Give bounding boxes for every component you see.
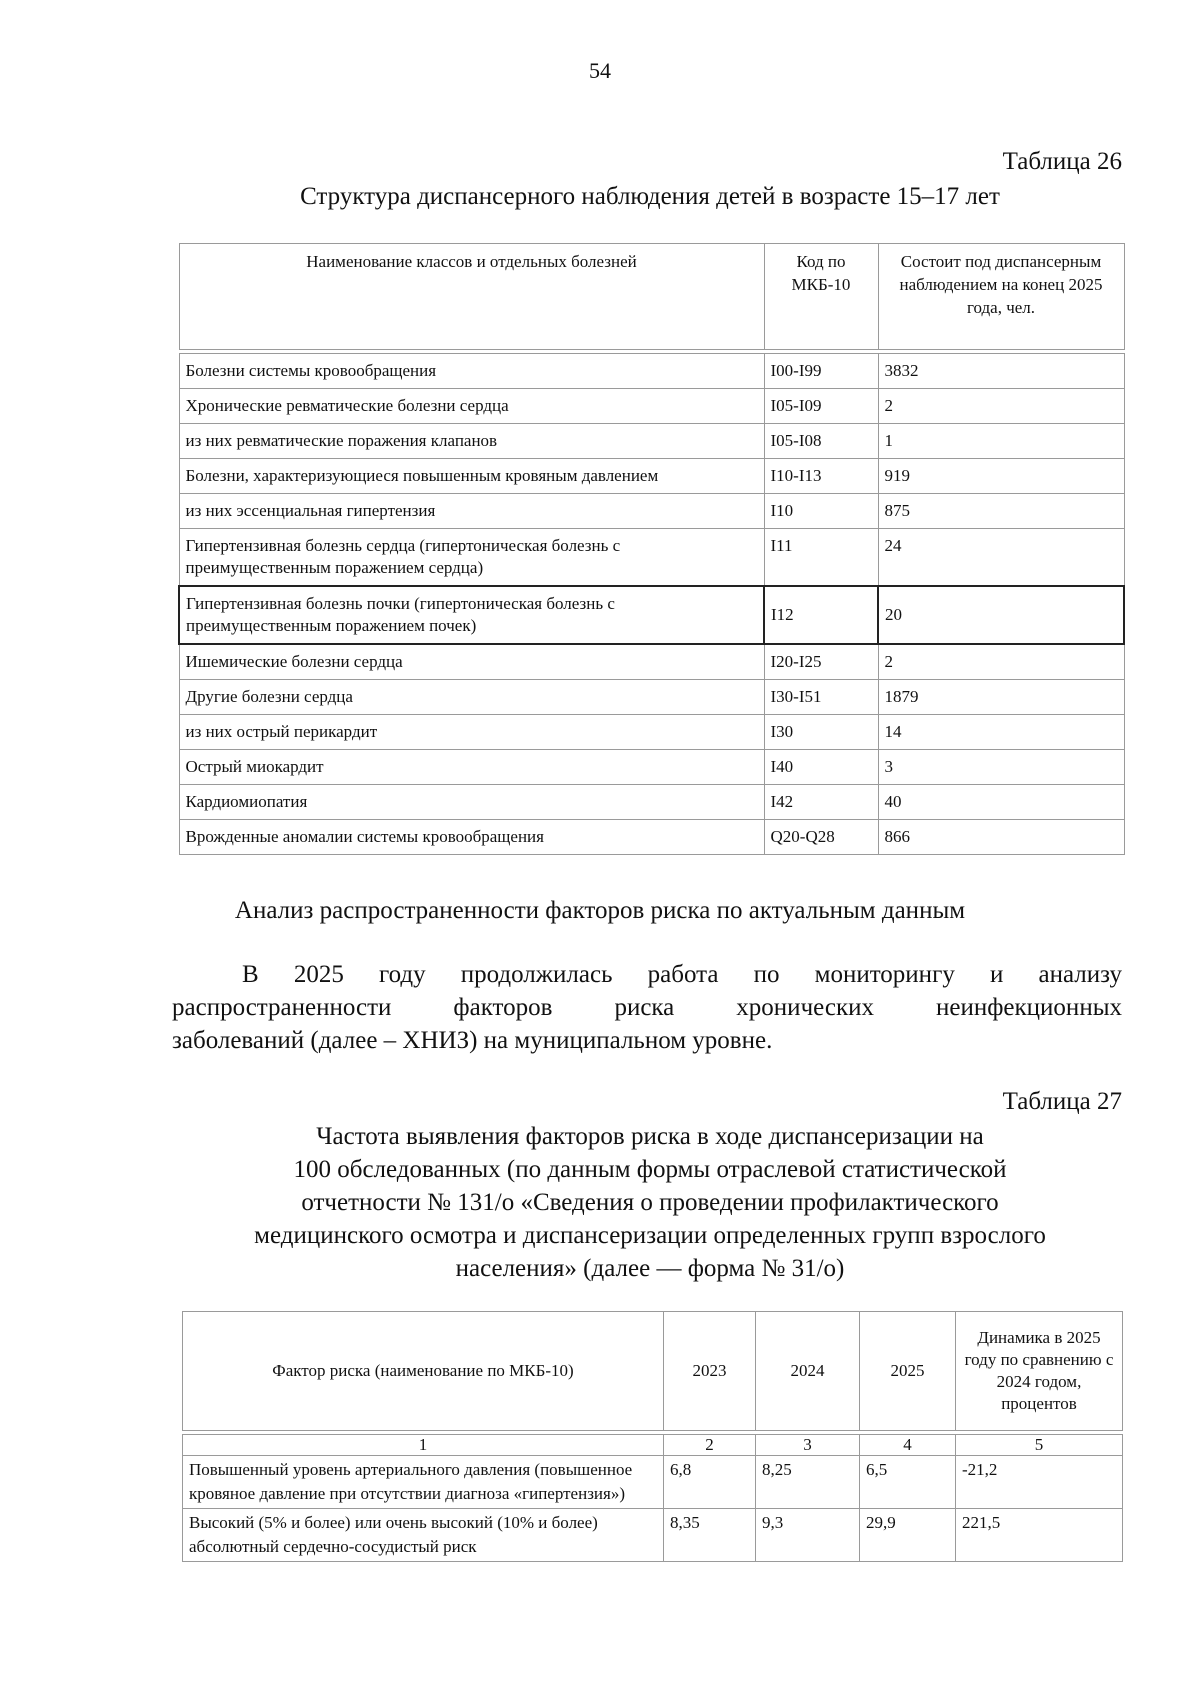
header-code: Код по МКБ-10 [764,244,878,350]
table-27-title-line: Частота выявления факторов риска в ходе диспансеризации на [316,1123,984,1150]
table-row [179,680,1124,715]
cell-code: I30-I51 [764,680,878,715]
cell-name: Кардиомиопатия [179,785,764,820]
table-row [179,644,1124,680]
table-26-header-row [179,244,1124,350]
cell-code: I11 [764,529,878,587]
cell-count: 1 [878,424,1124,459]
cell-y2025: 6,5 [860,1456,956,1509]
header-2024: 2024 [756,1312,860,1431]
table-26-body [179,354,1124,855]
table-27-title-line: медицинского осмотра и диспансеризации определенных групп взрослого [254,1222,1046,1249]
cell-code: I00-I99 [764,354,878,389]
section-paragraph [172,958,1122,1057]
cell-name: из них острый перикардит [179,715,764,750]
cell-count: 24 [878,529,1124,587]
cell-name: из них эссенциальная гипертензия [179,494,764,529]
cell-y2023: 8,35 [664,1509,756,1562]
header-2023: 2023 [664,1312,756,1431]
cell-code: I10 [764,494,878,529]
table-26 [178,243,1125,855]
cell-count: 919 [878,459,1124,494]
cell-count: 1879 [878,680,1124,715]
table-row [179,494,1124,529]
cell-code: Q20-Q28 [764,820,878,855]
table-row [179,715,1124,750]
column-number: 2 [664,1435,756,1456]
cell-factor: Высокий (5% и более) или очень высокий (10% и более) абсолютный сердечно-сосудистый риск [183,1509,664,1562]
table-row [179,785,1124,820]
cell-name: Хронические ревматические болезни сердца [179,389,764,424]
column-number: 3 [756,1435,860,1456]
header-dynamics: Динамика в 2025 году по сравнению с 2024 годом, процентов [956,1312,1123,1431]
cell-count: 3 [878,750,1124,785]
cell-name: из них ревматические поражения клапанов [179,424,764,459]
header-count: Состоит под диспансерным наблюдением на конец 2025 года, чел. [878,244,1124,350]
cell-y2024: 8,25 [756,1456,860,1509]
table-26-title: Структура диспансерного наблюдения детей в возрасте 15–17 лет [300,183,1000,210]
section-heading: Анализ распространенности факторов риска по актуальным данным [234,897,966,924]
cell-name: Болезни системы кровообращения [179,354,764,389]
table-row [179,586,1124,644]
cell-name: Гипертензивная болезнь сердца (гипертоническая болезнь с преимущественным поражением сердца) [179,529,764,587]
header-factor: Фактор риска (наименование по МКБ-10) [183,1312,664,1431]
cell-count: 875 [878,494,1124,529]
cell-code: I05-I09 [764,389,878,424]
table-27-header-row [183,1312,1123,1431]
cell-dynamics: 221,5 [956,1509,1123,1562]
cell-code: I30 [764,715,878,750]
cell-count: 2 [878,389,1124,424]
table-27-body [183,1456,1123,1562]
cell-code: I05-I08 [764,424,878,459]
cell-y2024: 9,3 [756,1509,860,1562]
header-name: Наименование классов и отдельных болезней [179,244,764,350]
cell-name: Болезни, характеризующиеся повышенным кровяным давлением [179,459,764,494]
cell-count: 40 [878,785,1124,820]
table-27-title-line: 100 обследованных (по данным формы отраслевой статистической [293,1156,1007,1183]
table-row [179,424,1124,459]
header-2025: 2025 [860,1312,956,1431]
cell-name: Врожденные аномалии системы кровообращения [179,820,764,855]
cell-count: 3832 [878,354,1124,389]
column-number: 5 [956,1435,1123,1456]
table-row [183,1456,1123,1509]
table-row [183,1509,1123,1562]
paragraph-line: заболеваний (далее – ХНИЗ) на муниципальном уровне. [172,1027,773,1054]
cell-name: Другие болезни сердца [179,680,764,715]
table-27-title-line: населения» (далее — форма № 31/о) [455,1255,845,1282]
cell-count: 866 [878,820,1124,855]
table-row [179,750,1124,785]
column-number-row [183,1435,1123,1456]
table-row [179,389,1124,424]
column-number: 1 [183,1435,664,1456]
cell-y2025: 29,9 [860,1509,956,1562]
cell-count: 14 [878,715,1124,750]
page-number: 54 [589,58,611,83]
column-number: 4 [860,1435,956,1456]
table-27-caption: Таблица 27 [1002,1088,1122,1115]
table-26-caption: Таблица 26 [1002,148,1122,175]
table-row [179,529,1124,587]
cell-code: I20-I25 [764,644,878,680]
cell-name: Острый миокардит [179,750,764,785]
cell-count: 20 [878,586,1124,644]
table-27 [182,1311,1123,1562]
cell-code: I40 [764,750,878,785]
table-27-title-line: отчетности № 131/о «Сведения о проведении профилактического [301,1189,999,1216]
cell-code: I42 [764,785,878,820]
paragraph-line: распространенности факторов риска хронических неинфекционных [172,994,1122,1021]
table-row [179,459,1124,494]
cell-code: I12 [764,586,878,644]
cell-dynamics: -21,2 [956,1456,1123,1509]
cell-y2023: 6,8 [664,1456,756,1509]
table-row [179,354,1124,389]
cell-code: I10-I13 [764,459,878,494]
table-27-title [170,1120,1130,1285]
cell-count: 2 [878,644,1124,680]
cell-name: Ишемические болезни сердца [179,644,764,680]
table-row [179,820,1124,855]
paragraph-line: В 2025 году продолжилась работа по мониторингу и анализу [242,961,1122,988]
cell-factor: Повышенный уровень артериального давления (повышенное кровяное давление при отсутствии диагноза «гипертензия») [183,1456,664,1509]
cell-name: Гипертензивная болезнь почки (гипертоническая болезнь с преимущественным поражением почек) [179,586,764,644]
